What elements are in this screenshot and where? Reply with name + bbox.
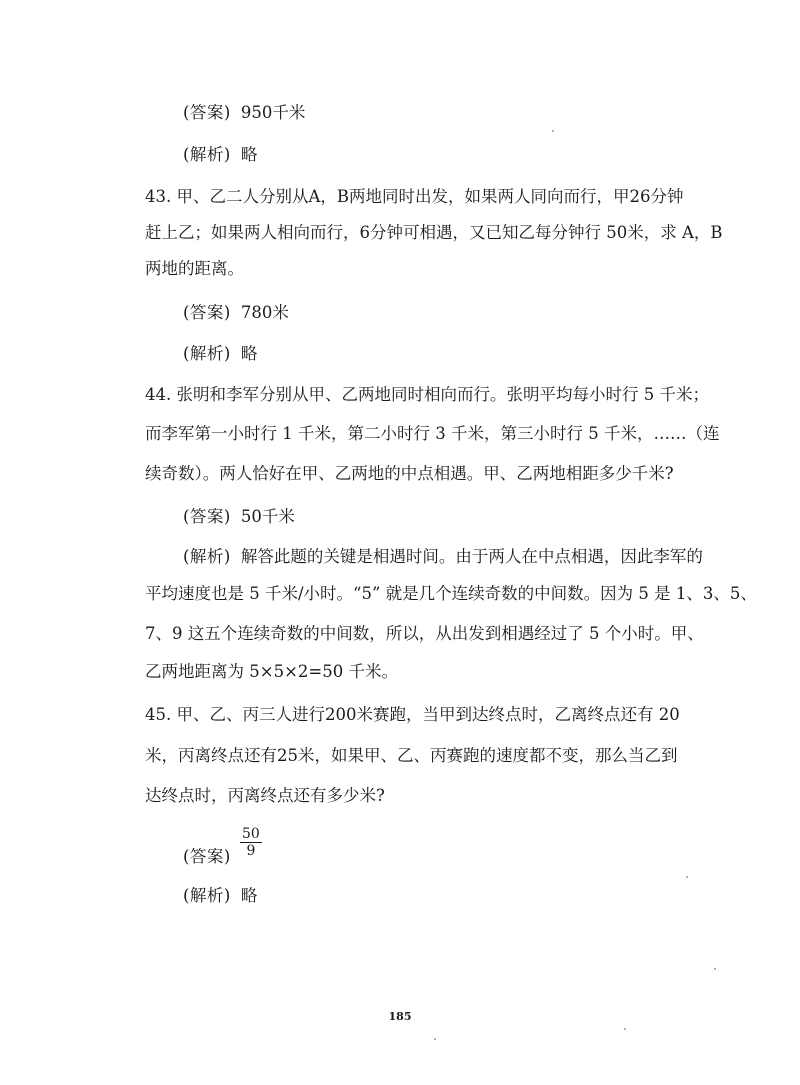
answer-row bbox=[183, 102, 305, 124]
analysis-text-line-2: 平均速度也是 5 千米/小时。“5” 就是几个连续奇数的中间数。因为 5 是 1、3、5、 bbox=[145, 584, 757, 603]
question-43-line-1: 43. 甲、乙二人分别从A，B两地同时出发，如果两人同向而行，甲26分钟 bbox=[145, 187, 684, 206]
analysis-label: (解析) bbox=[183, 547, 231, 566]
analysis-text-line-1: 解答此题的关键是相遇时间。由于两人在中点相遇，因此李军的 bbox=[240, 547, 703, 566]
question-45-line-3: 达终点时，丙离终点还有多少米? bbox=[145, 786, 385, 805]
answer-label: (答案) bbox=[183, 847, 231, 866]
analysis-value: 略 bbox=[240, 145, 258, 164]
question-44-analysis-row bbox=[183, 546, 703, 568]
answer-label: (答案) bbox=[183, 507, 231, 526]
analysis-label: (解析) bbox=[183, 145, 231, 164]
analysis-label: (解析) bbox=[183, 344, 231, 363]
question-45-answer-row bbox=[183, 846, 231, 868]
scan-speck bbox=[434, 1038, 436, 1040]
analysis-text-line-4: 乙两地距离为 5×5×2=50 千米。 bbox=[145, 662, 398, 681]
scan-speck bbox=[552, 130, 554, 132]
question-43-line-2: 赶上乙；如果两人相向而行，6分钟可相遇，又已知乙每分钟行 50米，求 A，B bbox=[145, 223, 723, 242]
analysis-label: (解析) bbox=[183, 886, 231, 905]
fraction-numerator: 50 bbox=[242, 826, 260, 842]
question-43-answer-row bbox=[183, 302, 289, 324]
question-44-line-2: 而李军第一小时行 1 千米，第二小时行 3 千米，第三小时行 5 千米，……（连 bbox=[145, 424, 720, 443]
question-43-line-3: 两地的距离。 bbox=[145, 259, 244, 278]
question-45-line-2: 米，丙离终点还有25米，如果甲、乙、丙赛跑的速度都不变，那么当乙到 bbox=[145, 746, 678, 765]
page-number: 185 bbox=[388, 1010, 412, 1023]
answer-label: (答案) bbox=[183, 303, 231, 322]
question-44-line-1: 44. 张明和李军分别从甲、乙两地同时相向而行。张明平均每小时行 5 千米； bbox=[145, 385, 709, 404]
answer-label: (答案) bbox=[183, 103, 231, 122]
question-44-answer-row bbox=[183, 506, 295, 528]
analysis-row bbox=[183, 144, 257, 166]
scan-speck bbox=[686, 876, 688, 878]
scan-speck bbox=[624, 1028, 626, 1030]
answer-fraction bbox=[240, 826, 262, 859]
answer-value: 50千米 bbox=[240, 507, 295, 526]
analysis-value: 略 bbox=[240, 886, 258, 905]
question-43-analysis-row bbox=[183, 343, 257, 365]
question-44-line-3: 续奇数）。两人恰好在甲、乙两地的中点相遇。甲、乙两地相距多少千米? bbox=[145, 464, 674, 483]
fraction-denominator: 9 bbox=[246, 843, 256, 859]
question-45-line-1: 45. 甲、乙、丙三人进行200米赛跑，当甲到达终点时，乙离终点还有 20 bbox=[145, 705, 680, 724]
analysis-text-line-3: 7、9 这五个连续奇数的中间数，所以，从出发到相遇经过了 5 个小时。甲、 bbox=[145, 624, 704, 643]
answer-value: 950千米 bbox=[240, 103, 306, 122]
analysis-value: 略 bbox=[240, 344, 258, 363]
answer-value: 780米 bbox=[240, 303, 289, 322]
scan-speck bbox=[714, 968, 716, 970]
question-45-analysis-row bbox=[183, 885, 257, 907]
